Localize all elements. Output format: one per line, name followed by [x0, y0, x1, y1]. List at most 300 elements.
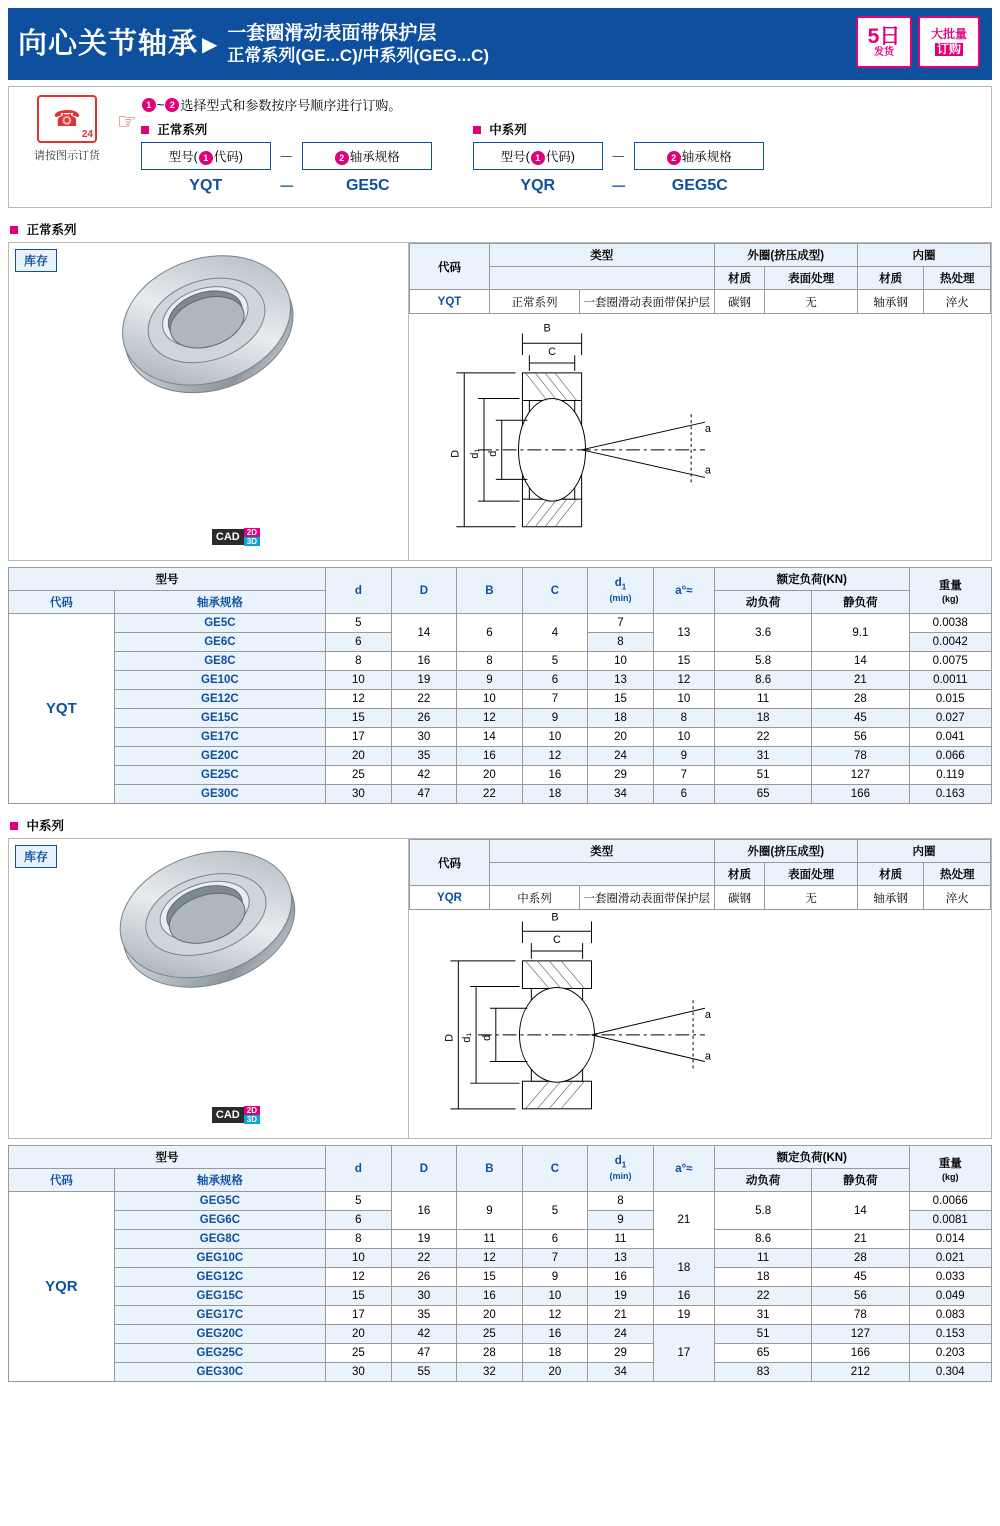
order-normal-series — [141, 120, 433, 197]
badge-shipping-days — [856, 16, 912, 68]
order-medium-model-prefix: 型号( — [500, 150, 530, 164]
dt-d1: 8 — [588, 633, 654, 652]
dt-spec: GE8C — [114, 652, 325, 671]
spec-value-outer-surface-normal: 无 — [765, 290, 858, 314]
table-row — [9, 614, 992, 633]
svg-text:C: C — [553, 934, 561, 947]
svg-text:B: B — [543, 322, 551, 335]
dt-w: 0.119 — [909, 766, 992, 785]
bearing-photo-medium — [9, 839, 408, 1009]
dt2-dyn: 51 — [715, 1325, 812, 1344]
dt2-sta: 21 — [812, 1230, 909, 1249]
spec-header-outer: 外圈(挤压成型) — [714, 244, 857, 267]
badge-bulk-line1: 大批量 — [930, 27, 967, 42]
dt-header-weight-main: 重量 — [938, 579, 962, 592]
cad-2d-label-normal: 2D — [244, 528, 260, 537]
order-normal-model-prefix: 型号( — [168, 150, 198, 164]
dt-d: 30 — [326, 785, 392, 804]
order-medium-dash: － — [610, 148, 626, 166]
order-normal-spec-label: 轴承规格 — [349, 150, 400, 164]
table-row — [9, 1192, 992, 1211]
title-arrow-icon: ▶ — [202, 33, 218, 56]
spec-value-series-normal: 正常系列 — [490, 290, 580, 314]
table-row — [9, 1287, 992, 1306]
spec-value-code-medium: YQR — [410, 886, 490, 910]
phone-icon: ☎ 24 — [37, 95, 97, 143]
cad-badge-normal[interactable] — [212, 528, 260, 546]
dt2-D: 42 — [391, 1325, 457, 1344]
dt2-D: 47 — [391, 1344, 457, 1363]
spec-header-type: 类型 — [490, 244, 715, 267]
step-number-2-inline-2: 2 — [667, 151, 681, 165]
dt-spec: GE20C — [114, 747, 325, 766]
dt-d: 10 — [326, 671, 392, 690]
panel-normal-image — [9, 243, 409, 560]
order-normal-model-value: YQT — [189, 176, 223, 194]
dt-a: 12 — [653, 671, 714, 690]
dt-B: 8 — [457, 652, 523, 671]
order-medium-spec-box[interactable] — [634, 142, 764, 170]
dt-B: 16 — [457, 747, 523, 766]
order-normal-label-text: 正常系列 — [157, 123, 208, 137]
dt2-d1: 11 — [588, 1230, 654, 1249]
dt-C: 18 — [522, 785, 588, 804]
dt-B: 10 — [457, 690, 523, 709]
svg-text:D: D — [449, 449, 462, 458]
dt2-D: 16 — [391, 1192, 457, 1230]
dt-C: 5 — [522, 652, 588, 671]
svg-text:d₁: d₁ — [469, 448, 482, 459]
cad-badge-medium[interactable] — [212, 1106, 260, 1124]
dt-d1: 20 — [588, 728, 654, 747]
spec-header-inner-2: 内圈 — [857, 840, 990, 863]
dt2-B: 32 — [457, 1363, 523, 1382]
spec-header-inner-heat-2: 热处理 — [924, 863, 991, 886]
order-medium-model-suffix: 代码) — [545, 150, 575, 164]
dt2-a: 17 — [653, 1325, 714, 1382]
dt-dyn: 31 — [715, 747, 812, 766]
dt-a: 7 — [653, 766, 714, 785]
dt-d: 17 — [326, 728, 392, 747]
table-row — [9, 728, 992, 747]
dt-D: 47 — [391, 785, 457, 804]
dt-w: 0.027 — [909, 709, 992, 728]
dt2-header-static: 静负荷 — [812, 1169, 909, 1192]
dt2-D: 35 — [391, 1306, 457, 1325]
dt-spec: GE6C — [114, 633, 325, 652]
badge-bulk-order — [918, 16, 980, 68]
dt-dyn: 3.6 — [715, 614, 812, 652]
dt-a: 10 — [653, 690, 714, 709]
dt-d: 25 — [326, 766, 392, 785]
dt-header-spec: 轴承规格 — [114, 591, 325, 614]
dt2-a: 16 — [653, 1287, 714, 1306]
svg-text:B: B — [551, 911, 559, 924]
spec-value-type-medium: 一套圈滑动表面带保护层 — [580, 886, 715, 910]
dt-header-static: 静负荷 — [812, 591, 909, 614]
order-note — [141, 95, 981, 114]
dt-dyn: 11 — [715, 690, 812, 709]
spec-table-normal — [409, 243, 991, 314]
svg-text:a: a — [704, 1050, 711, 1063]
svg-text:d₁: d₁ — [461, 1032, 474, 1043]
dt-d1: 15 — [588, 690, 654, 709]
dt2-w: 0.203 — [909, 1344, 992, 1363]
dt2-dyn: 31 — [715, 1306, 812, 1325]
table-row — [9, 1249, 992, 1268]
spec-header-outer-2: 外圈(挤压成型) — [714, 840, 857, 863]
dt-d: 5 — [326, 614, 392, 633]
panel-normal — [8, 242, 992, 561]
dt2-B: 25 — [457, 1325, 523, 1344]
dt-a: 8 — [653, 709, 714, 728]
dt2-B: 16 — [457, 1287, 523, 1306]
stock-badge-normal: 库存 — [15, 249, 57, 272]
order-medium-model-box[interactable] — [473, 142, 603, 170]
technical-drawing-normal — [409, 314, 991, 560]
dt-d1: 10 — [588, 652, 654, 671]
spec-value-outer-surface-medium: 无 — [765, 886, 858, 910]
dt2-dyn: 8.6 — [715, 1230, 812, 1249]
dt2-w: 0.014 — [909, 1230, 992, 1249]
dt2-d: 15 — [326, 1287, 392, 1306]
svg-text:d: d — [480, 1034, 493, 1041]
dt2-header-dynamic: 动负荷 — [715, 1169, 812, 1192]
dt2-w: 0.153 — [909, 1325, 992, 1344]
dt2-d: 25 — [326, 1344, 392, 1363]
dt-header-C: C — [522, 568, 588, 614]
spec-header-outer-surface: 表面处理 — [765, 267, 858, 290]
data-table-normal — [8, 567, 992, 804]
dt2-header-code: 代码 — [9, 1169, 115, 1192]
dt-spec: GE12C — [114, 690, 325, 709]
page-root — [0, 8, 1000, 1526]
dt2-series-code: YQR — [9, 1192, 115, 1382]
spec-header-type-spacer — [490, 267, 715, 290]
dt-a: 15 — [653, 652, 714, 671]
order-normal-value-dash: － — [278, 179, 295, 196]
dt2-header-d1-sub: 1 — [621, 1160, 627, 1170]
dt2-C: 12 — [522, 1306, 588, 1325]
step-number-2: 2 — [165, 98, 179, 112]
cad-label-normal: CAD — [212, 529, 244, 545]
dt2-spec: GEG10C — [114, 1249, 325, 1268]
order-medium-spec-value: GEG5C — [671, 176, 728, 194]
spec-table-medium — [409, 839, 991, 910]
dt-w: 0.0042 — [909, 633, 992, 652]
dt-sta: 166 — [812, 785, 909, 804]
dt-C: 9 — [522, 709, 588, 728]
dt-header-d1-min: (min) — [609, 592, 632, 603]
order-medium-spec-label: 轴承规格 — [681, 150, 732, 164]
dt2-d: 6 — [326, 1211, 392, 1230]
dt2-dyn: 65 — [715, 1344, 812, 1363]
step-number-1-inline: 1 — [199, 151, 213, 165]
section-title-medium — [10, 816, 992, 834]
dt-d: 15 — [326, 709, 392, 728]
dt2-dyn: 22 — [715, 1287, 812, 1306]
dt-d1: 7 — [588, 614, 654, 633]
dt2-d1: 19 — [588, 1287, 654, 1306]
dt-w: 0.066 — [909, 747, 992, 766]
dt2-header-d: d — [326, 1146, 392, 1192]
dt2-d: 10 — [326, 1249, 392, 1268]
dt2-dyn: 11 — [715, 1249, 812, 1268]
dt2-w: 0.021 — [909, 1249, 992, 1268]
dt2-spec: GEG15C — [114, 1287, 325, 1306]
dt-a: 6 — [653, 785, 714, 804]
dt2-w: 0.0081 — [909, 1211, 992, 1230]
dt-C: 4 — [522, 614, 588, 652]
dt-C: 7 — [522, 690, 588, 709]
table-row — [9, 1268, 992, 1287]
dt-D: 19 — [391, 671, 457, 690]
dt2-header-d1 — [588, 1146, 654, 1192]
table-row — [9, 1306, 992, 1325]
dt2-d1: 8 — [588, 1192, 654, 1211]
dt2-w: 0.304 — [909, 1363, 992, 1382]
dt-d: 12 — [326, 690, 392, 709]
cad-3d-label-medium: 3D — [244, 1115, 260, 1124]
dt2-C: 20 — [522, 1363, 588, 1382]
spec-header-inner-material: 材质 — [857, 267, 924, 290]
dt-d1: 18 — [588, 709, 654, 728]
dt-header-d1 — [588, 568, 654, 614]
dt2-header-spec: 轴承规格 — [114, 1169, 325, 1192]
table-row — [9, 652, 992, 671]
table-row — [9, 747, 992, 766]
svg-text:D: D — [443, 1033, 456, 1042]
dt-d: 20 — [326, 747, 392, 766]
dt2-sta: 127 — [812, 1325, 909, 1344]
dt-d1: 34 — [588, 785, 654, 804]
spec-header-outer-surface-2: 表面处理 — [765, 863, 858, 886]
dt2-D: 22 — [391, 1249, 457, 1268]
panel-medium-right — [409, 839, 991, 1138]
hand-pointer-icon: ☞ — [117, 109, 137, 134]
dt-header-d: d — [326, 568, 392, 614]
dt-B: 6 — [457, 614, 523, 652]
dt-sta: 78 — [812, 747, 909, 766]
dt-sta: 9.1 — [812, 614, 909, 652]
dt2-header-D: D — [391, 1146, 457, 1192]
dt2-d1: 9 — [588, 1211, 654, 1230]
dt2-d1: 34 — [588, 1363, 654, 1382]
dt-sta: 127 — [812, 766, 909, 785]
dt2-d1: 29 — [588, 1344, 654, 1363]
panel-medium — [8, 838, 992, 1139]
order-note-prefix: ~ — [156, 97, 165, 112]
dt2-d: 20 — [326, 1325, 392, 1344]
dt2-dyn: 5.8 — [715, 1192, 812, 1230]
data-table-normal-body — [9, 614, 992, 804]
order-medium-value-dash: － — [610, 179, 627, 196]
dt2-B: 11 — [457, 1230, 523, 1249]
spec-header-inner-material-2: 材质 — [857, 863, 924, 886]
spec-value-type-normal: 一套圈滑动表面带保护层 — [580, 290, 715, 314]
dt-dyn: 65 — [715, 785, 812, 804]
phone-order-block — [19, 95, 115, 163]
dt-D: 26 — [391, 709, 457, 728]
dt-B: 20 — [457, 766, 523, 785]
spec-value-code-normal: YQT — [410, 290, 490, 314]
header-badges — [856, 16, 980, 68]
dt-series-code-normal: YQT — [9, 614, 115, 804]
dt2-dyn: 83 — [715, 1363, 812, 1382]
dt2-C: 7 — [522, 1249, 588, 1268]
spec-header-type-spacer-2 — [490, 863, 715, 886]
dt2-C: 10 — [522, 1287, 588, 1306]
order-normal-spec-value: GE5C — [345, 176, 390, 194]
dt2-sta: 78 — [812, 1306, 909, 1325]
dt-header-weight — [909, 568, 992, 614]
spec-header-outer-material: 材质 — [714, 267, 765, 290]
table-row — [9, 766, 992, 785]
dt-a: 10 — [653, 728, 714, 747]
dt2-sta: 14 — [812, 1192, 909, 1230]
panel-medium-image — [9, 839, 409, 1138]
dt-w: 0.0038 — [909, 614, 992, 633]
dt-header-dynamic: 动负荷 — [715, 591, 812, 614]
bearing-photo-normal — [9, 243, 408, 413]
dt-spec: GE17C — [114, 728, 325, 747]
data-table-medium — [8, 1145, 992, 1382]
square-bullet-icon-2 — [473, 126, 481, 134]
dt-header-weight-unit: (kg) — [942, 593, 959, 604]
dt2-d1: 13 — [588, 1249, 654, 1268]
dt2-B: 9 — [457, 1192, 523, 1230]
badge-days-label: 发货 — [874, 46, 894, 58]
cad-2d-label-medium: 2D — [244, 1106, 260, 1115]
dt-header-B: B — [457, 568, 523, 614]
dt2-spec: GEG6C — [114, 1211, 325, 1230]
badge-bulk-line2: 订购 — [936, 42, 961, 56]
order-medium-series — [473, 120, 765, 197]
svg-text:C: C — [548, 346, 556, 359]
dt2-sta: 45 — [812, 1268, 909, 1287]
page-title: 向心关节轴承 — [18, 27, 199, 60]
dt2-d: 8 — [326, 1230, 392, 1249]
dt2-w: 0.083 — [909, 1306, 992, 1325]
dt-d1: 13 — [588, 671, 654, 690]
dt-sta: 21 — [812, 671, 909, 690]
panel-normal-right — [409, 243, 991, 560]
section-title-normal-text: 正常系列 — [26, 223, 77, 237]
dt2-w: 0.049 — [909, 1287, 992, 1306]
dt2-d1: 16 — [588, 1268, 654, 1287]
cad-3d-label-normal: 3D — [244, 537, 260, 546]
dt-B: 12 — [457, 709, 523, 728]
svg-text:d: d — [486, 450, 499, 457]
dt2-header-weight-unit: (kg) — [942, 1171, 959, 1182]
section-title-medium-text: 中系列 — [26, 819, 64, 833]
dt2-spec: GEG20C — [114, 1325, 325, 1344]
order-normal-model-box[interactable] — [141, 142, 271, 170]
dt-header-d1-main: d — [614, 577, 622, 590]
dt-C: 6 — [522, 671, 588, 690]
order-medium-label — [473, 120, 765, 138]
technical-drawing-medium — [409, 910, 991, 1138]
table-row — [9, 1363, 992, 1382]
dt-D: 30 — [391, 728, 457, 747]
dt-D: 14 — [391, 614, 457, 652]
subtitle-line-1: 一套圈滑动表面带保护层 — [227, 22, 437, 44]
svg-text:a: a — [704, 1009, 711, 1022]
dt-sta: 14 — [812, 652, 909, 671]
dt2-sta: 28 — [812, 1249, 909, 1268]
spec-value-series-medium: 中系列 — [490, 886, 580, 910]
dt2-sta: 56 — [812, 1287, 909, 1306]
dt-header-code: 代码 — [9, 591, 115, 614]
dt2-d: 12 — [326, 1268, 392, 1287]
dt2-d: 5 — [326, 1192, 392, 1211]
order-normal-spec-box[interactable] — [302, 142, 432, 170]
dt2-C: 16 — [522, 1325, 588, 1344]
table-row — [9, 690, 992, 709]
dt-D: 42 — [391, 766, 457, 785]
phone-caption: 请按图示订货 — [34, 150, 100, 162]
stock-badge-medium: 库存 — [15, 845, 57, 868]
step-number-2-inline: 2 — [335, 151, 349, 165]
dt-dyn: 22 — [715, 728, 812, 747]
dt2-spec: GEG8C — [114, 1230, 325, 1249]
table-row — [9, 785, 992, 804]
dt-d: 8 — [326, 652, 392, 671]
square-bullet-icon — [141, 126, 149, 134]
dt2-header-d1-main: d — [614, 1155, 622, 1168]
dt-w: 0.0075 — [909, 652, 992, 671]
dt-spec: GE30C — [114, 785, 325, 804]
dt-sta: 56 — [812, 728, 909, 747]
square-bullet-icon-3 — [10, 226, 18, 234]
spec-header-type-2: 类型 — [490, 840, 715, 863]
dt2-d: 30 — [326, 1363, 392, 1382]
dt2-header-a: a°≈ — [653, 1146, 714, 1192]
dt2-spec: GEG12C — [114, 1268, 325, 1287]
dt2-spec: GEG30C — [114, 1363, 325, 1382]
dt-d1: 29 — [588, 766, 654, 785]
dt-spec: GE5C — [114, 614, 325, 633]
dt2-B: 20 — [457, 1306, 523, 1325]
dt-sta: 28 — [812, 690, 909, 709]
dt-spec: GE10C — [114, 671, 325, 690]
dt-w: 0.041 — [909, 728, 992, 747]
dt2-header-C: C — [522, 1146, 588, 1192]
dt-d1: 24 — [588, 747, 654, 766]
dt2-a: 21 — [653, 1192, 714, 1249]
dt-dyn: 18 — [715, 709, 812, 728]
dt2-D: 30 — [391, 1287, 457, 1306]
dt-B: 9 — [457, 671, 523, 690]
order-normal-label — [141, 120, 433, 138]
page-header — [8, 8, 992, 80]
dt2-w: 0.033 — [909, 1268, 992, 1287]
dt2-D: 26 — [391, 1268, 457, 1287]
dt-C: 12 — [522, 747, 588, 766]
dt-spec: GE15C — [114, 709, 325, 728]
table-row — [9, 1344, 992, 1363]
data-table-medium-body — [9, 1192, 992, 1382]
dt-header-load: 额定负荷(KN) — [715, 568, 909, 591]
order-instructions-box — [8, 86, 992, 208]
spec-header-inner-heat: 热处理 — [924, 267, 991, 290]
spec-value-outer-material-medium: 碳钢 — [714, 886, 765, 910]
dt2-header-B: B — [457, 1146, 523, 1192]
dt2-spec: GEG25C — [114, 1344, 325, 1363]
dt2-B: 15 — [457, 1268, 523, 1287]
dt2-header-model: 型号 — [9, 1146, 326, 1169]
dt2-C: 9 — [522, 1268, 588, 1287]
